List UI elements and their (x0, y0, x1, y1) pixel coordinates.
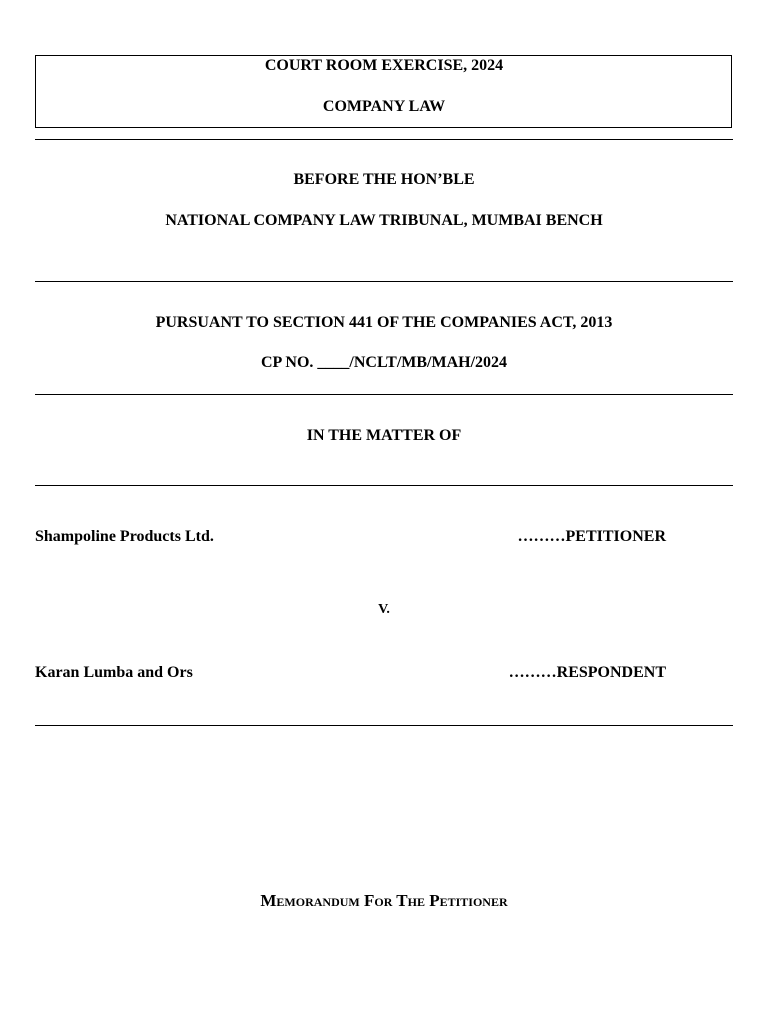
forum-heading: BEFORE THE HON’BLE (293, 171, 475, 188)
petitioner-name: Shampoline Products Ltd. (35, 528, 214, 545)
divider-1 (35, 139, 733, 140)
divider-2 (35, 281, 733, 282)
memorandum-title: Memorandum For The Petitioner (260, 891, 508, 910)
matter-heading: IN THE MATTER OF (306, 427, 462, 444)
respondent-role: ………RESPONDENT (508, 664, 666, 681)
tribunal-name: NATIONAL COMPANY LAW TRIBUNAL, MUMBAI BENCH (165, 212, 603, 229)
divider-5 (35, 725, 733, 726)
divider-3 (35, 394, 733, 395)
divider-4 (35, 485, 733, 486)
versus-label: V. (378, 602, 390, 617)
subject-title: COMPANY LAW (322, 98, 446, 115)
section-reference: PURSUANT TO SECTION 441 OF THE COMPANIES ACT, 2013 (155, 314, 613, 331)
exercise-title: COURT ROOM EXERCISE, 2024 (264, 57, 504, 74)
respondent-name: Karan Lumba and Ors (35, 664, 193, 681)
petitioner-role: ………PETITIONER (517, 528, 666, 545)
case-number: CP NO. ____/NCLT/MB/MAH/2024 (260, 354, 508, 371)
